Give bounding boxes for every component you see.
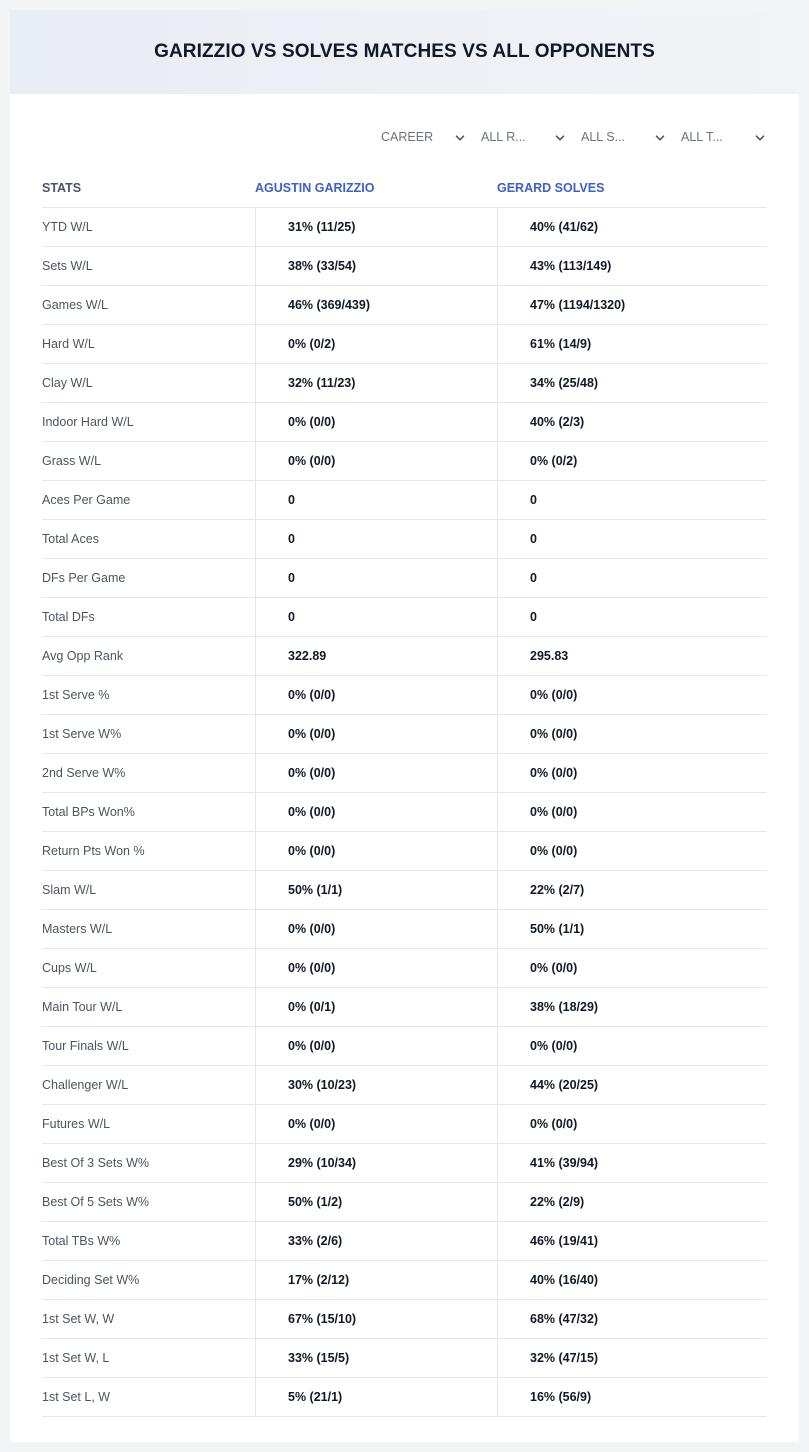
- player2-value: 43% (113/149): [497, 247, 767, 285]
- stat-label: YTD W/L: [42, 220, 93, 234]
- table-row: [42, 559, 767, 598]
- player2-value: 0: [497, 520, 767, 558]
- stat-label: DFs Per Game: [42, 571, 126, 585]
- player2-value: 0% (0/0): [497, 754, 767, 792]
- player2-column-header[interactable]: GERARD SOLVES: [497, 180, 605, 195]
- player2-value: 0: [497, 598, 767, 636]
- player2-value: 68% (47/32): [497, 1300, 767, 1338]
- chevron-down-icon: [655, 132, 665, 142]
- table-row: [42, 1378, 767, 1417]
- table-row: [42, 754, 767, 793]
- player2-value: 44% (20/25): [497, 1066, 767, 1104]
- player2-value: 38% (18/29): [497, 988, 767, 1026]
- player2-value: 34% (25/48): [497, 364, 767, 402]
- player2-value: 0% (0/0): [497, 949, 767, 987]
- stat-label: 1st Set L, W: [42, 1390, 111, 1404]
- player2-value: 0% (0/0): [497, 793, 767, 831]
- player2-value: 47% (1194/1320): [497, 286, 767, 324]
- table-row: [42, 286, 767, 325]
- stat-label: Deciding Set W%: [42, 1273, 140, 1287]
- player2-value: 40% (41/62): [497, 208, 767, 246]
- table-row: [42, 715, 767, 754]
- table-row: [42, 1066, 767, 1105]
- chevron-down-icon: [555, 132, 565, 142]
- player1-value: 38% (33/54): [255, 247, 497, 285]
- filter-dropdown[interactable]: [667, 126, 767, 148]
- player1-value: 0% (0/0): [255, 1105, 497, 1143]
- filter-label: ALL S...: [581, 130, 626, 144]
- player2-value: 0% (0/0): [497, 832, 767, 870]
- stat-label: 1st Set W, W: [42, 1312, 115, 1326]
- player1-value: 0: [255, 481, 497, 519]
- stat-label: Futures W/L: [42, 1117, 111, 1131]
- table-body: [42, 208, 767, 1417]
- filter-label: ALL R...: [481, 130, 526, 144]
- stat-label: Grass W/L: [42, 454, 102, 468]
- player1-value: 17% (2/12): [255, 1261, 497, 1299]
- player1-value: 322.89: [255, 637, 497, 675]
- filter-bar: [367, 126, 767, 148]
- player1-value: 0% (0/0): [255, 442, 497, 480]
- stat-label: Slam W/L: [42, 883, 97, 897]
- filter-label: ALL T...: [681, 130, 723, 144]
- stat-label: Challenger W/L: [42, 1078, 129, 1092]
- player1-value: 46% (369/439): [255, 286, 497, 324]
- player2-value: 32% (47/15): [497, 1339, 767, 1377]
- table-row: [42, 988, 767, 1027]
- stat-label: Return Pts Won %: [42, 844, 145, 858]
- player1-column-header[interactable]: AGUSTIN GARIZZIO: [255, 180, 375, 195]
- player2-value: 40% (2/3): [497, 403, 767, 441]
- stat-label: Clay W/L: [42, 376, 93, 390]
- stat-label: Total DFs: [42, 610, 95, 624]
- filter-dropdown[interactable]: [467, 126, 567, 148]
- stat-label: Main Tour W/L: [42, 1000, 123, 1014]
- table-row: [42, 598, 767, 637]
- player2-value: 61% (14/9): [497, 325, 767, 363]
- player1-value: 33% (2/6): [255, 1222, 497, 1260]
- table-row: [42, 208, 767, 247]
- player2-value: 16% (56/9): [497, 1378, 767, 1416]
- table-row: [42, 520, 767, 559]
- stat-label: Masters W/L: [42, 922, 113, 936]
- table-row: [42, 832, 767, 871]
- stat-label: Avg Opp Rank: [42, 649, 124, 663]
- player1-value: 33% (15/5): [255, 1339, 497, 1377]
- player1-value: 0: [255, 598, 497, 636]
- player2-value: 0% (0/0): [497, 1027, 767, 1065]
- player2-value: 46% (19/41): [497, 1222, 767, 1260]
- player1-value: 0% (0/2): [255, 325, 497, 363]
- player1-value: 0% (0/0): [255, 793, 497, 831]
- stat-label: Aces Per Game: [42, 493, 131, 507]
- stat-label: Total BPs Won%: [42, 805, 135, 819]
- stat-label: Sets W/L: [42, 259, 93, 273]
- player1-value: 0% (0/0): [255, 949, 497, 987]
- player2-value: 0: [497, 559, 767, 597]
- player1-value: 0: [255, 520, 497, 558]
- table-row: [42, 442, 767, 481]
- stats-card: [10, 10, 799, 1442]
- chevron-down-icon: [755, 132, 765, 142]
- stat-label: Best Of 3 Sets W%: [42, 1156, 149, 1170]
- player1-value: 0% (0/0): [255, 832, 497, 870]
- table-row: [42, 871, 767, 910]
- player2-value: 295.83: [497, 637, 767, 675]
- stat-label: 1st Serve W%: [42, 727, 122, 741]
- player1-value: 0% (0/0): [255, 715, 497, 753]
- stat-label: 1st Set W, L: [42, 1351, 110, 1365]
- table-row: [42, 793, 767, 832]
- table-row: [42, 1300, 767, 1339]
- table-row: [42, 1222, 767, 1261]
- table-row: [42, 637, 767, 676]
- table-row: [42, 1261, 767, 1300]
- player1-value: 50% (1/1): [255, 871, 497, 909]
- filter-label: CAREER: [381, 130, 434, 144]
- table-row: [42, 247, 767, 286]
- player1-value: 29% (10/34): [255, 1144, 497, 1182]
- player1-value: 67% (15/10): [255, 1300, 497, 1338]
- table-row: [42, 676, 767, 715]
- player2-value: 0% (0/2): [497, 442, 767, 480]
- player1-value: 0% (0/0): [255, 1027, 497, 1065]
- table-row: [42, 325, 767, 364]
- player2-value: 40% (16/40): [497, 1261, 767, 1299]
- table-row: [42, 1339, 767, 1378]
- player1-value: 30% (10/23): [255, 1066, 497, 1104]
- stat-label: Games W/L: [42, 298, 108, 312]
- table-row: [42, 364, 767, 403]
- table-row: [42, 481, 767, 520]
- player2-value: 0: [497, 481, 767, 519]
- table-row: [42, 949, 767, 988]
- stat-label: Best Of 5 Sets W%: [42, 1195, 149, 1209]
- stats-column-header: STATS: [42, 180, 82, 195]
- player2-value: 41% (39/94): [497, 1144, 767, 1182]
- player1-value: 0% (0/0): [255, 910, 497, 948]
- table-row: [42, 1027, 767, 1066]
- player2-value: 0% (0/0): [497, 1105, 767, 1143]
- stat-label: Indoor Hard W/L: [42, 415, 134, 429]
- table-row: [42, 1183, 767, 1222]
- player2-value: 0% (0/0): [497, 715, 767, 753]
- table-row: [42, 910, 767, 949]
- player2-value: 0% (0/0): [497, 676, 767, 714]
- player1-value: 31% (11/25): [255, 208, 497, 246]
- player1-value: 0% (0/1): [255, 988, 497, 1026]
- table-row: [42, 403, 767, 442]
- stat-label: Total TBs W%: [42, 1234, 121, 1248]
- stat-label: Total Aces: [42, 532, 99, 546]
- player1-value: 5% (21/1): [255, 1378, 497, 1416]
- table-row: [42, 1105, 767, 1144]
- player1-value: 32% (11/23): [255, 364, 497, 402]
- page-title: GARIZZIO VS SOLVES MATCHES VS ALL OPPONENTS: [154, 41, 655, 62]
- player1-value: 50% (1/2): [255, 1183, 497, 1221]
- table-row: [42, 1144, 767, 1183]
- table-header: [42, 168, 767, 208]
- filter-dropdown[interactable]: [567, 126, 667, 148]
- page-header: [10, 10, 799, 94]
- player2-value: 50% (1/1): [497, 910, 767, 948]
- stat-label: 1st Serve %: [42, 688, 110, 702]
- player1-value: 0% (0/0): [255, 403, 497, 441]
- player1-value: 0% (0/0): [255, 754, 497, 792]
- player1-value: 0% (0/0): [255, 676, 497, 714]
- filter-dropdown[interactable]: [367, 126, 467, 148]
- stat-label: Cups W/L: [42, 961, 97, 975]
- player2-value: 22% (2/9): [497, 1183, 767, 1221]
- player1-value: 0: [255, 559, 497, 597]
- stat-label: 2nd Serve W%: [42, 766, 126, 780]
- stat-label: Hard W/L: [42, 337, 95, 351]
- stats-table: [42, 168, 767, 1417]
- stat-label: Tour Finals W/L: [42, 1039, 129, 1053]
- chevron-down-icon: [455, 132, 465, 142]
- player2-value: 22% (2/7): [497, 871, 767, 909]
